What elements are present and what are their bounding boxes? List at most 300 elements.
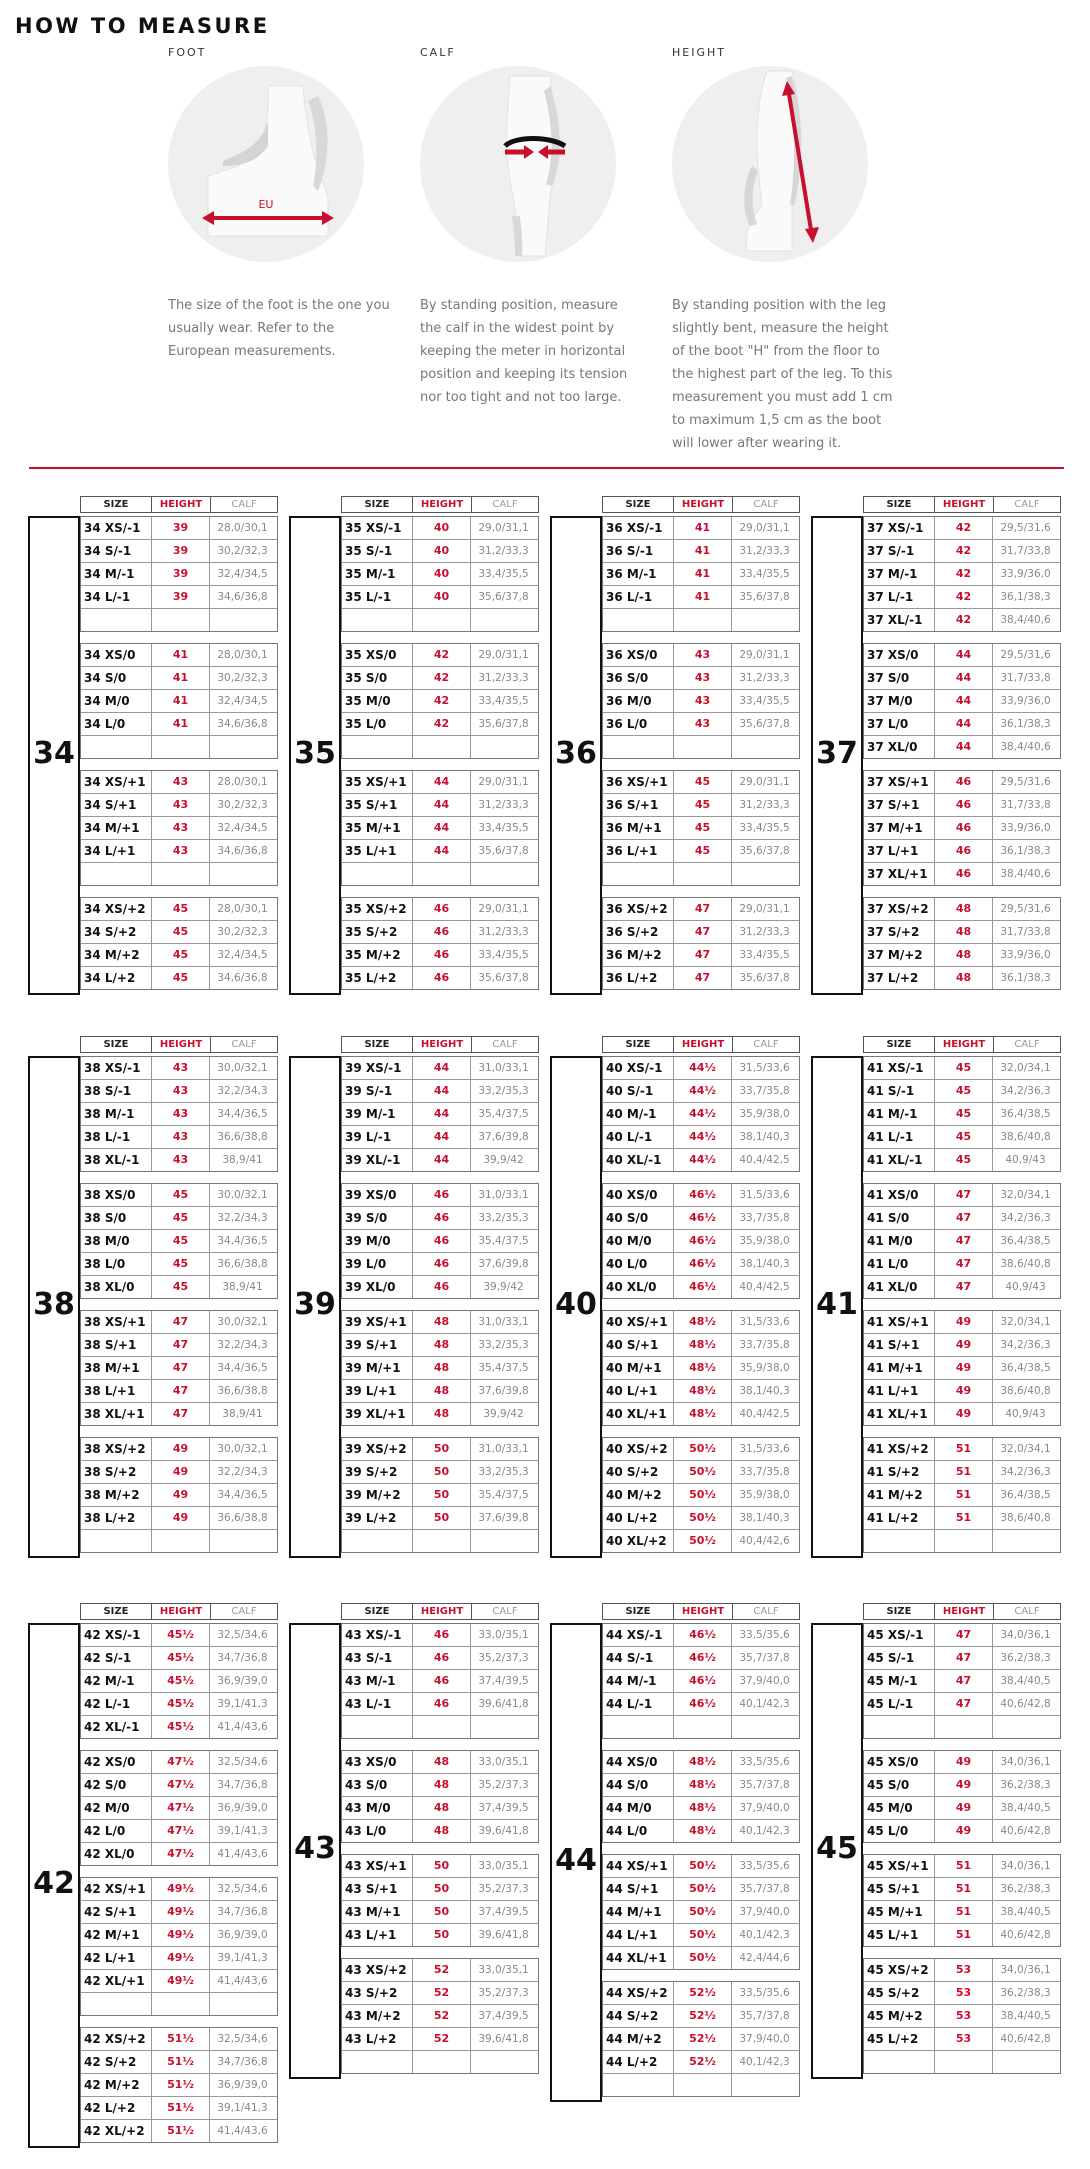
cell-size: 36 S/-1: [603, 540, 674, 562]
cell-size: [603, 736, 674, 758]
table-row: [342, 1403, 538, 1425]
cell-height: 48½: [674, 1380, 732, 1402]
cell-size: 38 S/+2: [81, 1461, 152, 1483]
cell-height: 41: [674, 517, 732, 539]
cell-calf: 38,6/40,8: [1000, 1131, 1051, 1143]
cell-size: 42 M/-1: [81, 1670, 152, 1692]
cell-height: 49: [935, 1797, 993, 1819]
cell-size: 37 L/0: [864, 713, 935, 735]
header-calf: CALF: [231, 1606, 257, 1617]
cell-size: 42 XL/0: [81, 1843, 152, 1865]
cell-size: 43 L/+1: [342, 1924, 413, 1946]
cell-size: 39 S/+1: [342, 1334, 413, 1356]
table-row: [603, 1716, 799, 1738]
cell-height: 48: [413, 1380, 471, 1402]
cell-calf: 34,7/36,8: [217, 1779, 268, 1791]
cell-height: 49: [152, 1461, 210, 1483]
cell-size: 42 M/+2: [81, 2074, 152, 2096]
table-row: [603, 1103, 799, 1126]
cell-size: 37 S/-1: [864, 540, 935, 562]
cell-height: [935, 1716, 993, 1738]
table-row: [864, 1207, 1060, 1230]
cell-size: 40 S/-1: [603, 1080, 674, 1102]
cell-height: 44: [413, 1149, 471, 1171]
cell-size: 34 L/-1: [81, 586, 152, 608]
table-header: [341, 496, 539, 513]
table-row: [81, 736, 277, 758]
table-row: [864, 690, 1060, 713]
cell-calf: 32,2/34,3: [217, 1466, 268, 1478]
size-group: [80, 516, 278, 632]
table-row: [864, 1820, 1060, 1842]
table-row: [342, 817, 538, 840]
cell-size: 42 L/-1: [81, 1693, 152, 1715]
cell-size: 35 L/0: [342, 713, 413, 735]
cell-height: 47: [152, 1357, 210, 1379]
cell-calf: 34,4/36,5: [217, 1235, 268, 1247]
size-number: 34: [33, 735, 75, 771]
cell-height: 48: [935, 921, 993, 943]
cell-height: 46: [413, 1276, 471, 1298]
table-row: [864, 563, 1060, 586]
table-row: [603, 817, 799, 840]
table-row: [342, 1207, 538, 1230]
cell-height: 50½: [674, 1901, 732, 1923]
size-number: 37: [816, 735, 858, 771]
cell-calf: 35,6/37,8: [739, 591, 790, 603]
cell-size: 40 XL/-1: [603, 1149, 674, 1171]
cell-height: 39: [152, 586, 210, 608]
size-group: [80, 1310, 278, 1426]
cell-calf: [471, 863, 536, 885]
cell-calf: 35,9/38,0: [739, 1489, 790, 1501]
cell-height: 45: [935, 1057, 993, 1079]
table-header: [80, 496, 278, 513]
cell-height: [935, 1530, 993, 1552]
cell-size: [603, 863, 674, 885]
cell-calf: 34,2/36,3: [1000, 1212, 1051, 1224]
cell-calf: 32,5/34,6: [217, 2033, 268, 2045]
cell-calf: [993, 2051, 1058, 2073]
cell-size: 41 XS/-1: [864, 1057, 935, 1079]
table-row: [342, 1901, 538, 1924]
cell-size: 38 M/-1: [81, 1103, 152, 1125]
cell-size: 38 L/+1: [81, 1380, 152, 1402]
cell-height: 49½: [152, 1924, 210, 1946]
cell-calf: 29,5/31,6: [1000, 903, 1051, 915]
table-row: [81, 1670, 277, 1693]
table-row: [81, 1380, 277, 1403]
cell-size: 34 S/+2: [81, 921, 152, 943]
table-row: [81, 1530, 277, 1552]
table-row: [81, 1843, 277, 1865]
cell-height: 46: [935, 840, 993, 862]
table-row: [81, 967, 277, 989]
table-row: [342, 898, 538, 921]
cell-size: 38 M/+2: [81, 1484, 152, 1506]
cell-calf: 32,2/34,3: [217, 1212, 268, 1224]
cell-calf: 37,6/39,8: [478, 1512, 529, 1524]
cell-size: 41 XL/0: [864, 1276, 935, 1298]
table-row: [342, 1624, 538, 1647]
cell-size: 39 XL/0: [342, 1276, 413, 1298]
cell-calf: 38,4/40,5: [1000, 1906, 1051, 1918]
cell-height: 53: [935, 1982, 993, 2004]
table-row: [603, 1647, 799, 1670]
cell-calf: 32,4/34,5: [217, 568, 268, 580]
header-height: HEIGHT: [413, 497, 472, 512]
cell-calf: 33,2/35,3: [478, 1085, 529, 1097]
table-row: [342, 667, 538, 690]
cell-calf: 33,4/35,5: [478, 695, 529, 707]
cell-size: 35 M/0: [342, 690, 413, 712]
size-group: [602, 1854, 800, 1970]
table-row: [603, 736, 799, 758]
cell-height: 46½: [674, 1276, 732, 1298]
cell-size: 36 M/+2: [603, 944, 674, 966]
cell-height: [413, 1530, 471, 1552]
cell-height: 49: [935, 1380, 993, 1402]
size-group: [863, 1183, 1061, 1299]
table-row: [864, 771, 1060, 794]
table-row: [81, 609, 277, 631]
header-calf: CALF: [492, 499, 518, 510]
table-row: [603, 609, 799, 631]
cell-height: 50½: [674, 1484, 732, 1506]
cell-height: 48: [413, 1403, 471, 1425]
cell-size: 41 M/0: [864, 1230, 935, 1252]
cell-height: 47: [935, 1670, 993, 1692]
measure-calf-label: CALF: [420, 46, 456, 59]
cell-calf: [210, 1993, 275, 2015]
cell-height: 48½: [674, 1774, 732, 1796]
size-group: [341, 643, 539, 759]
cell-size: 42 XL/-1: [81, 1716, 152, 1738]
cell-height: 47½: [152, 1751, 210, 1773]
table-row: [342, 1126, 538, 1149]
cell-size: 41 XS/+2: [864, 1438, 935, 1460]
table-row: [342, 540, 538, 563]
table-row: [342, 1878, 538, 1901]
table-row: [603, 1924, 799, 1947]
cell-size: 34 M/-1: [81, 563, 152, 585]
cell-height: 50½: [674, 1855, 732, 1877]
cell-height: 51½: [152, 2074, 210, 2096]
table-row: [864, 1253, 1060, 1276]
cell-size: 41 S/-1: [864, 1080, 935, 1102]
cell-calf: 31,5/33,6: [739, 1189, 790, 1201]
cell-calf: 32,2/34,3: [217, 1085, 268, 1097]
cell-height: 46: [413, 1647, 471, 1669]
table-row: [81, 1484, 277, 1507]
cell-height: 48: [935, 944, 993, 966]
measure-calf-text: By standing position, measure the calf in the widest point by keeping the meter in horizontal position and keeping its tension nor too tight and not too large.: [420, 298, 628, 405]
table-row: [81, 840, 277, 863]
table-row: [603, 2051, 799, 2074]
cell-calf: 35,6/37,8: [739, 845, 790, 857]
cell-height: 45: [935, 1126, 993, 1148]
page-title: HOW TO MEASURE: [15, 14, 270, 38]
size-group: [863, 1056, 1061, 1172]
cell-size: 35 S/+2: [342, 921, 413, 943]
cell-height: 48: [413, 1334, 471, 1356]
cell-calf: 32,5/34,6: [217, 1756, 268, 1768]
size-group: [863, 1310, 1061, 1426]
table-row: [603, 1774, 799, 1797]
cell-calf: 29,0/31,1: [739, 649, 790, 661]
cell-height: [674, 609, 732, 631]
table-row: [603, 517, 799, 540]
table-row: [864, 1774, 1060, 1797]
cell-height: 51: [935, 1924, 993, 1946]
table-row: [603, 540, 799, 563]
cell-calf: 36,2/38,3: [1000, 1987, 1051, 1999]
cell-height: 50½: [674, 1878, 732, 1900]
cell-size: 35 S/-1: [342, 540, 413, 562]
table-row: [81, 817, 277, 840]
header-height: HEIGHT: [674, 497, 733, 512]
cell-height: 48: [413, 1357, 471, 1379]
table-row: [864, 794, 1060, 817]
cell-size: 39 S/0: [342, 1207, 413, 1229]
table-row: [81, 1276, 277, 1298]
header-calf: CALF: [231, 1039, 257, 1050]
cell-height: 45½: [152, 1624, 210, 1646]
cell-size: 39 XL/-1: [342, 1149, 413, 1171]
cell-calf: 38,4/40,5: [1000, 2010, 1051, 2022]
table-header: [863, 496, 1061, 513]
cell-height: 48½: [674, 1797, 732, 1819]
size-number: 39: [294, 1287, 336, 1322]
cell-size: 41 XS/+1: [864, 1311, 935, 1333]
cell-calf: [210, 609, 275, 631]
cell-size: 43 S/+2: [342, 1982, 413, 2004]
header-calf: CALF: [1014, 1039, 1040, 1050]
cell-height: 52: [413, 2005, 471, 2027]
cell-height: 45: [674, 771, 732, 793]
table-row: [864, 1982, 1060, 2005]
cell-height: 43: [152, 771, 210, 793]
cell-height: 48: [935, 967, 993, 989]
header-height: HEIGHT: [674, 1037, 733, 1052]
cell-height: 46½: [674, 1670, 732, 1692]
measure-height-text: By standing position with the leg slightly bent, measure the height of the boot "H" from the floor to the highest part of the leg. To this measurement you must add 1 cm to maximum 1,5 cm as the boot will lower after wearing it.: [672, 298, 893, 451]
table-row: [864, 1461, 1060, 1484]
cell-height: 50½: [674, 1461, 732, 1483]
cell-height: 50: [413, 1878, 471, 1900]
cell-size: 38 XL/+1: [81, 1403, 152, 1425]
cell-size: 40 L/+2: [603, 1507, 674, 1529]
table-header: [863, 1036, 1061, 1053]
table-row: [342, 1797, 538, 1820]
cell-size: 45 M/0: [864, 1797, 935, 1819]
table-row: [864, 1797, 1060, 1820]
cell-size: 45 L/0: [864, 1820, 935, 1842]
cell-height: [152, 863, 210, 885]
cell-height: 52: [413, 1982, 471, 2004]
cell-height: 51: [935, 1878, 993, 1900]
cell-height: 48: [413, 1751, 471, 1773]
table-row: [81, 1103, 277, 1126]
cell-height: 49: [152, 1438, 210, 1460]
cell-calf: 30,2/32,3: [217, 799, 268, 811]
cell-height: [152, 1993, 210, 2015]
cell-calf: 34,4/36,5: [217, 1489, 268, 1501]
header-size: SIZE: [603, 1037, 674, 1052]
cell-calf: 32,4/34,5: [217, 822, 268, 834]
cell-height: [413, 2051, 471, 2073]
cell-calf: 40,4/42,5: [739, 1281, 790, 1293]
cell-size: 44 M/+1: [603, 1901, 674, 1923]
cell-calf: 31,2/33,3: [739, 799, 790, 811]
table-row: [81, 1774, 277, 1797]
cell-height: 43: [152, 794, 210, 816]
cell-height: 52: [413, 1959, 471, 1981]
cell-calf: 33,5/35,6: [739, 1756, 790, 1768]
cell-height: 45: [152, 898, 210, 920]
table-row: [864, 1057, 1060, 1080]
cell-height: 47: [935, 1624, 993, 1646]
table-row: [342, 713, 538, 736]
cell-height: 48½: [674, 1357, 732, 1379]
size-number: 41: [816, 1287, 858, 1322]
table-row: [81, 1230, 277, 1253]
size-group: [602, 643, 800, 759]
cell-size: 41 M/+2: [864, 1484, 935, 1506]
header-size: SIZE: [81, 1037, 152, 1052]
size-group: [80, 770, 278, 886]
cell-height: 47: [674, 921, 732, 943]
cell-size: 39 XS/+2: [342, 1438, 413, 1460]
cell-height: 44: [935, 713, 993, 735]
cell-height: 47½: [152, 1843, 210, 1865]
table-row: [342, 1484, 538, 1507]
table-row: [864, 2028, 1060, 2051]
cell-calf: 38,1/40,3: [739, 1385, 790, 1397]
cell-size: 36 L/-1: [603, 586, 674, 608]
cell-calf: 35,7/37,8: [739, 1883, 790, 1895]
cell-size: 38 M/+1: [81, 1357, 152, 1379]
cell-size: 40 L/-1: [603, 1126, 674, 1148]
table-row: [81, 1207, 277, 1230]
cell-calf: 41,4/43,6: [217, 1848, 268, 1860]
table-row: [342, 1774, 538, 1797]
cell-height: 41: [674, 563, 732, 585]
cell-calf: 35,7/37,8: [739, 1779, 790, 1791]
table-row: [603, 586, 799, 609]
cell-size: [81, 1993, 152, 2015]
cell-calf: 34,0/36,1: [1000, 1860, 1051, 1872]
size-number: 40: [555, 1287, 597, 1322]
cell-height: [935, 2051, 993, 2073]
cell-calf: 31,7/33,8: [1000, 799, 1051, 811]
table-row: [81, 713, 277, 736]
size-number: 35: [294, 735, 336, 771]
cell-calf: 39,1/41,3: [217, 2102, 268, 2114]
table-row: [864, 944, 1060, 967]
cell-size: 37 M/0: [864, 690, 935, 712]
cell-size: 43 S/0: [342, 1774, 413, 1796]
table-row: [81, 1924, 277, 1947]
cell-height: 43: [152, 1103, 210, 1125]
cell-calf: 37,9/40,0: [739, 1675, 790, 1687]
table-row: [603, 1461, 799, 1484]
cell-size: 36 XS/+1: [603, 771, 674, 793]
table-row: [342, 1716, 538, 1738]
table-row: [603, 1207, 799, 1230]
cell-height: 46: [413, 1230, 471, 1252]
cell-size: 37 M/-1: [864, 563, 935, 585]
cell-size: 34 M/+2: [81, 944, 152, 966]
size-group: [341, 1056, 539, 1172]
cell-size: 36 XS/0: [603, 644, 674, 666]
table-row: [864, 1230, 1060, 1253]
cell-size: 39 L/0: [342, 1253, 413, 1275]
table-row: [342, 736, 538, 758]
cell-height: 50½: [674, 1947, 732, 1969]
cell-height: 50½: [674, 1924, 732, 1946]
cell-calf: 31,2/33,3: [478, 799, 529, 811]
cell-calf: 33,4/35,5: [478, 568, 529, 580]
cell-calf: 36,1/38,3: [1000, 591, 1051, 603]
header-calf: CALF: [753, 1039, 779, 1050]
cell-size: 37 XS/0: [864, 644, 935, 666]
table-row: [864, 1878, 1060, 1901]
cell-calf: 31,0/33,1: [478, 1062, 529, 1074]
table-row: [81, 1716, 277, 1738]
cell-size: [603, 2074, 674, 2096]
table-row: [81, 1057, 277, 1080]
header-calf: CALF: [753, 499, 779, 510]
cell-calf: 35,6/37,8: [478, 591, 529, 603]
cell-size: 42 XL/+2: [81, 2120, 152, 2142]
cell-size: 36 L/+1: [603, 840, 674, 862]
table-row: [81, 1311, 277, 1334]
size-group: [863, 1623, 1061, 1739]
size-group: [863, 1437, 1061, 1553]
cell-height: 51: [935, 1855, 993, 1877]
cell-size: 36 S/0: [603, 667, 674, 689]
cell-calf: 31,7/33,8: [1000, 545, 1051, 557]
cell-height: 45: [152, 1184, 210, 1206]
cell-calf: 37,4/39,5: [478, 1675, 529, 1687]
cell-height: 40: [413, 540, 471, 562]
cell-size: 35 L/+2: [342, 967, 413, 989]
table-row: [603, 967, 799, 989]
cell-height: 42: [935, 609, 993, 631]
table-row: [81, 863, 277, 885]
cell-height: 46½: [674, 1230, 732, 1252]
measure-height-label: HEIGHT: [672, 46, 726, 59]
header-size: SIZE: [603, 1604, 674, 1619]
cell-height: 46: [413, 921, 471, 943]
table-row: [864, 1484, 1060, 1507]
cell-size: 39 L/-1: [342, 1126, 413, 1148]
size-number: 38: [33, 1287, 75, 1322]
cell-size: 42 M/0: [81, 1797, 152, 1819]
cell-height: 48½: [674, 1334, 732, 1356]
cell-height: 41: [152, 713, 210, 735]
cell-size: 41 L/+2: [864, 1507, 935, 1529]
table-row: [864, 2051, 1060, 2073]
cell-height: [674, 863, 732, 885]
table-row: [81, 1820, 277, 1843]
cell-size: [81, 736, 152, 758]
cell-calf: 35,9/38,0: [739, 1362, 790, 1374]
table-header: [863, 1603, 1061, 1620]
cell-size: 43 L/-1: [342, 1693, 413, 1715]
cell-calf: 33,7/35,8: [739, 1212, 790, 1224]
